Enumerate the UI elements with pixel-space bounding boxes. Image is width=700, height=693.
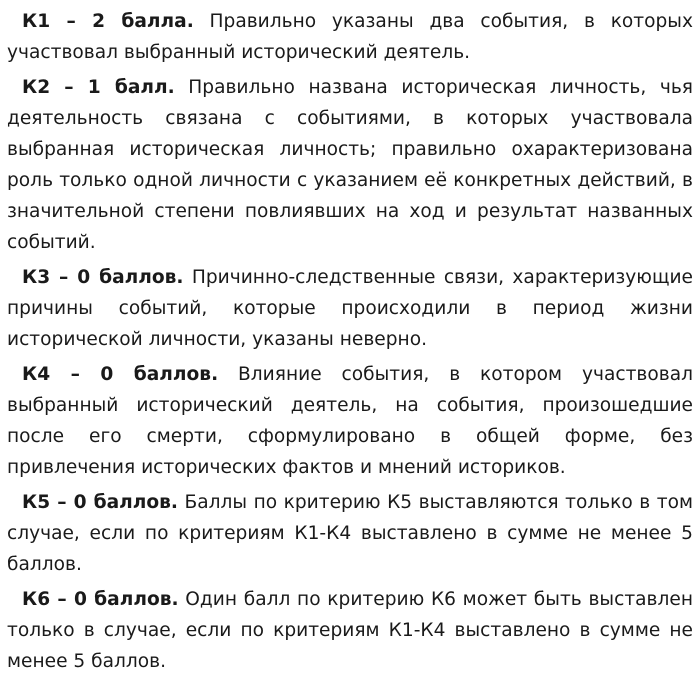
criterion-k1: [7, 6, 693, 68]
criterion-k1-code: К1 – 2 балла.: [22, 11, 194, 32]
criterion-k6: [7, 584, 693, 677]
criterion-k5-code: К5 – 0 баллов.: [22, 492, 178, 513]
criterion-k3-code: К3 – 0 баллов.: [22, 267, 184, 288]
criterion-k5-text: Баллы по критерию К5 выставляются только в том случае, если по критериям К1-К4 выставлено в сумме не менее 5 баллов.: [7, 492, 693, 575]
criterion-k5: [7, 487, 693, 580]
criterion-k6-text: Один балл по критерию К6 может быть выставлен только в случае, если по критериям К1-К4 выставлено в сумме не менее 5 баллов.: [7, 589, 693, 672]
criterion-k2: [7, 72, 693, 258]
criterion-k4-text: Влияние события, в котором участвовал выбранный исторический деятель, на события, произошедшие после его смерти, сформулировано в общей форме, без привлечения исторических фактов и мнений историков.: [7, 364, 693, 478]
criterion-k6-code: К6 – 0 баллов.: [22, 589, 179, 610]
criterion-k4-code: К4 – 0 баллов.: [22, 364, 219, 385]
criterion-k2-code: К2 – 1 балл.: [22, 77, 175, 98]
criterion-k2-text: Правильно названа историческая личность, чья деятельность связана с событиями, в которых участвовала выбранная историческая личность; правильно охарактеризована роль только одной личности с указанием её конкретных действий, в значительной степени повлиявших на ход и результат названных событий.: [7, 77, 693, 253]
criterion-k3: [7, 262, 693, 355]
criterion-k3-text: Причинно-следственные связи, характеризующие причины событий, которые происходили в период жизни исторической личности, указаны неверно.: [7, 267, 693, 350]
criterion-k4: [7, 359, 693, 483]
criterion-k1-text: Правильно указаны два события, в которых участвовал выбранный исторический деятель.: [7, 11, 693, 63]
